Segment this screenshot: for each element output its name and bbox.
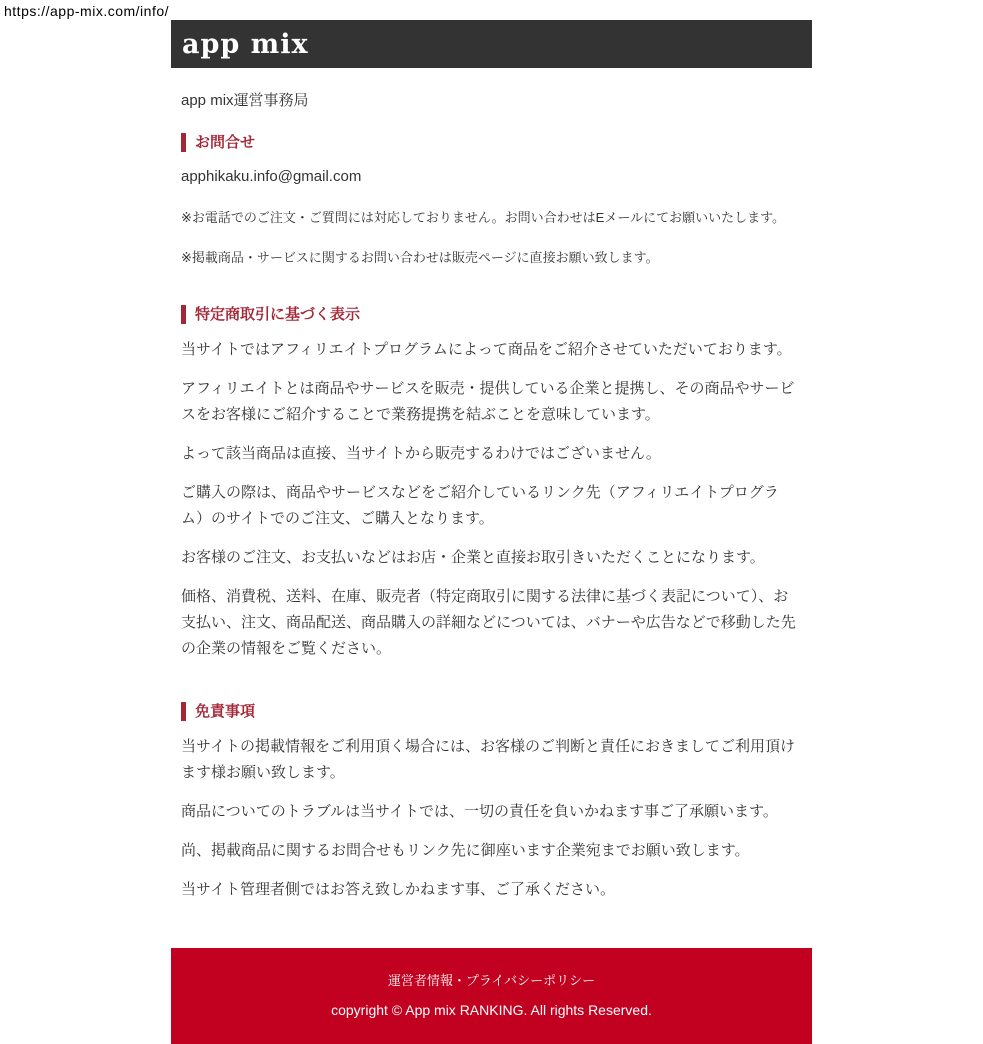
disclaimer-paragraph: 商品についてのトラブルは当サイトでは、一切の責任を負いかねます事ご了承願います。 [181, 803, 778, 820]
site-logo[interactable]: app mix [182, 28, 309, 60]
disclaimer-heading: 免責事項 [181, 702, 797, 721]
page-url-caption: https://app-mix.com/info/ [4, 3, 170, 19]
disclaimer-paragraph: 当サイト管理者側ではお答え致しかねます事、ご了承ください。 [181, 881, 615, 898]
contact-heading: お問合せ [181, 133, 797, 152]
page-column [171, 0, 812, 1044]
contact-note: ※掲載商品・サービスに関するお問い合わせは販売ページに直接お願い致します。 [181, 250, 659, 265]
site-header [171, 20, 812, 68]
commerce-heading: 特定商取引に基づく表示 [181, 305, 797, 324]
commerce-paragraph: アフィリエイトとは商品やサービスを販売・提供している企業と提携し、その商品やサービスをお客様にご紹介することで業務提携を結ぶことを意味しています。 [181, 380, 795, 423]
commerce-paragraph: ご購入の際は、商品やサービスなどをご紹介しているリンク先（アフィリエイトプログラム）のサイトでのご注文、ご購入となります。 [181, 484, 779, 527]
commerce-paragraph: お客様のご注文、お支払いなどはお店・企業と直接お取引きいただくことになります。 [181, 549, 765, 566]
disclaimer-paragraph: 尚、掲載商品に関するお問合せもリンク先に御座います企業宛までお願い致します。 [181, 842, 750, 859]
section-contact [181, 133, 797, 265]
commerce-paragraph: 当サイトではアフィリエイトプログラムによって商品をご紹介させていただいております。 [181, 341, 792, 358]
commerce-paragraph: よって該当商品は直接、当サイトから販売するわけではございません。 [181, 445, 661, 462]
disclaimer-paragraph: 当サイトの掲載情報をご利用頂く場合には、お客様のご判断と責任におきましてご利用頂けます様お願い致します。 [181, 738, 795, 781]
main-content [171, 92, 812, 903]
contact-note: ※お電話でのご注文・ご質問には対応しておりません。お問い合わせはEメールにてお願いいたします。 [181, 210, 786, 225]
footer-nav-links[interactable]: 運営者情報・プライバシーポリシー [387, 973, 596, 988]
contact-email: apphikaku.info@gmail.com [181, 168, 362, 185]
office-name: app mix運営事務局 [181, 92, 309, 109]
section-commerce-disclosure [181, 305, 797, 662]
section-disclaimer [181, 702, 797, 903]
site-footer [171, 948, 812, 1044]
footer-copyright: copyright © App mix RANKING. All rights Reserved. [331, 1002, 652, 1018]
commerce-paragraph: 価格、消費税、送料、在庫、販売者（特定商取引に関する法律に基づく表記について）、お支払い、注文、商品配送、商品購入の詳細などについては、バナーや広告などで移動した先の企業の情報をご覧ください。 [181, 588, 796, 657]
